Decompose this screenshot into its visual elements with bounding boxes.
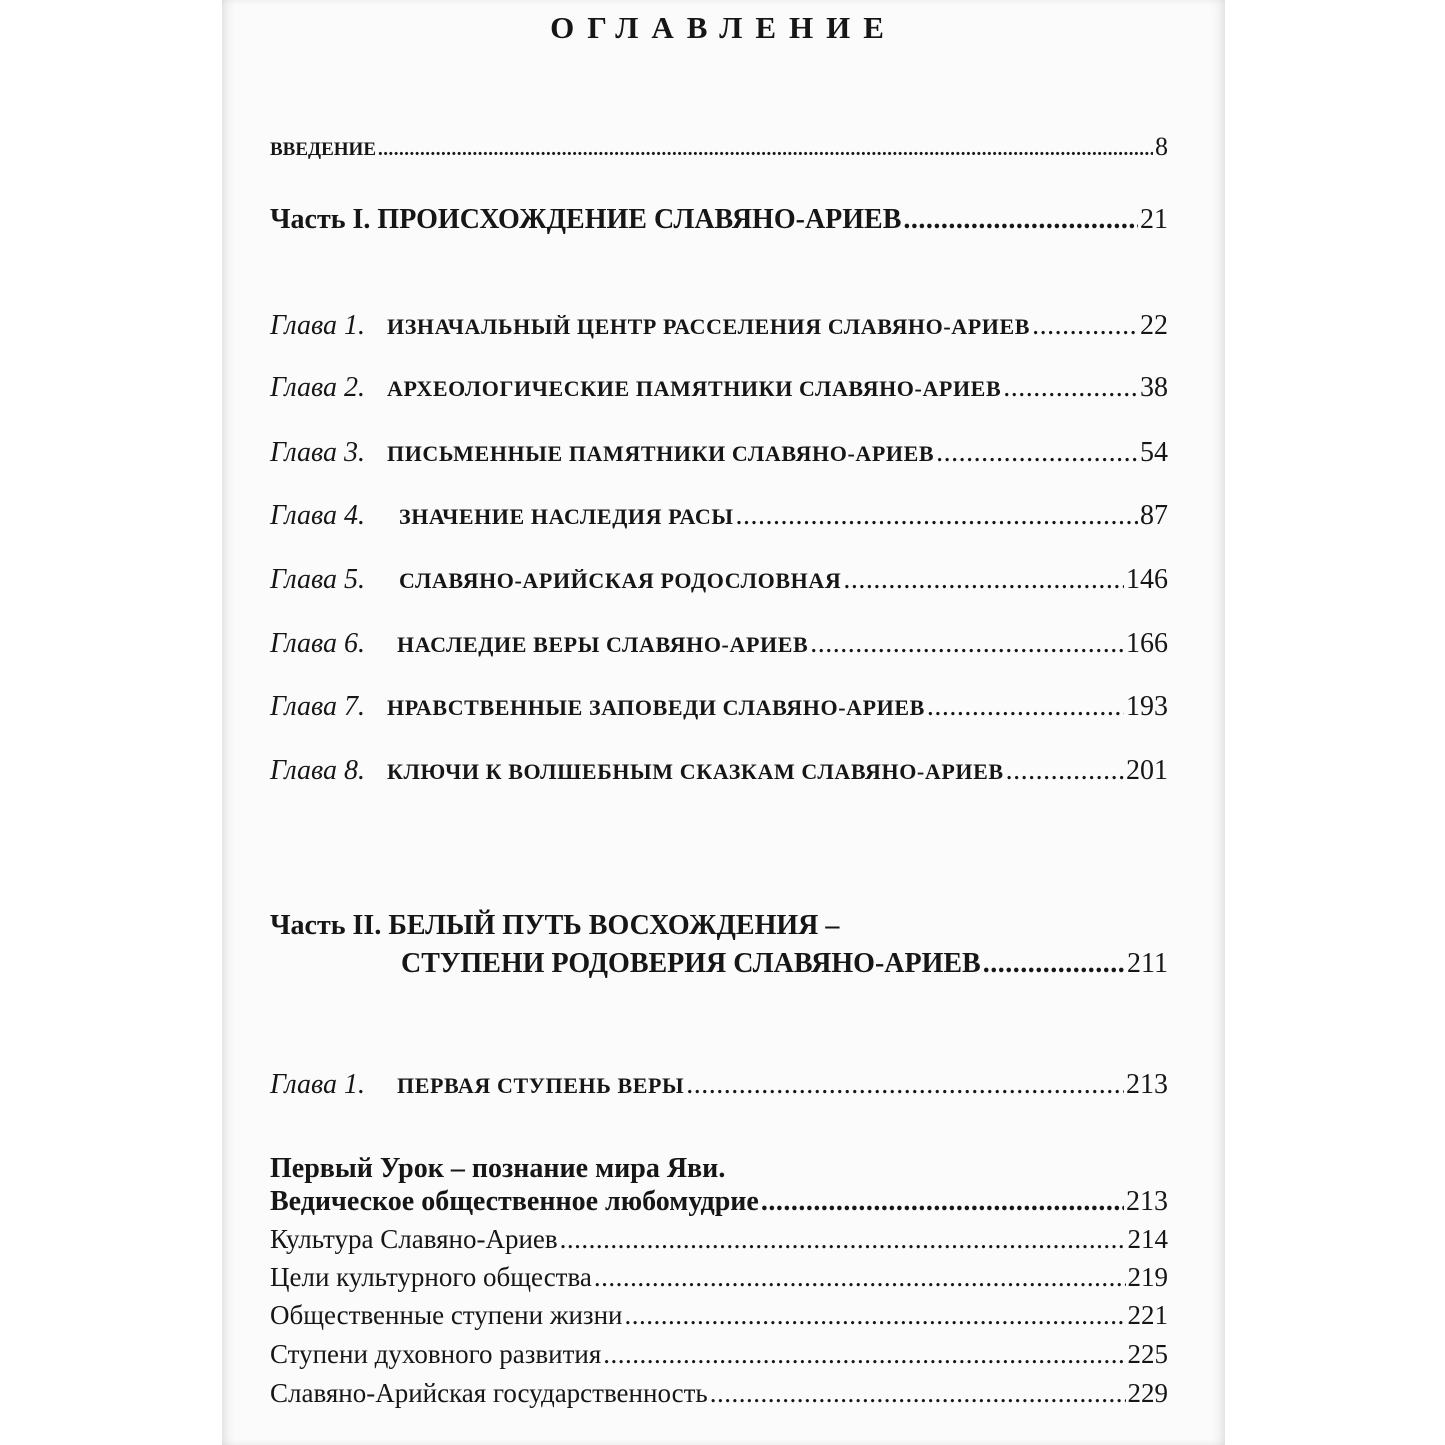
- toc-entry-title: Славяно-Арийская государственность: [270, 1378, 708, 1408]
- toc-entry-title: Общественные ступени жизни: [270, 1300, 623, 1330]
- toc-chapter: [270, 757, 1168, 785]
- toc-entry-title: СТУПЕНИ РОДОВЕРИЯ СЛАВЯНО-АРИЕВ: [401, 948, 981, 979]
- toc-entry-page: 146: [1126, 564, 1168, 595]
- toc-subsection: [270, 1302, 1168, 1329]
- toc-chapter: [270, 374, 1168, 402]
- toc-entry-page: 54: [1140, 437, 1168, 468]
- dot-leader: [1006, 757, 1124, 785]
- dot-leader: [903, 206, 1138, 234]
- toc-part-2-line1: [270, 912, 1168, 940]
- toc-entry-page: 219: [1127, 1262, 1168, 1292]
- chapter-prefix: Глава 3.: [270, 437, 365, 468]
- toc-part-1: [270, 206, 1168, 234]
- dot-leader: [1003, 374, 1138, 402]
- chapter-prefix: Глава 4.: [270, 500, 365, 531]
- toc-entry-page: 201: [1126, 755, 1168, 786]
- chapter-title: ИЗНАЧАЛЬНЫЙ ЦЕНТР РАССЕЛЕНИЯ СЛАВЯНО-АРИЕВ: [387, 314, 1031, 339]
- toc-part-2-line2: [401, 950, 1168, 978]
- toc-entry-page: 193: [1126, 691, 1168, 722]
- chapter-title: ЗНАЧЕНИЕ НАСЛЕДИЯ РАСЫ: [399, 504, 734, 529]
- dot-leader: [761, 1188, 1124, 1216]
- toc-entry-title: Первый Урок – познание мира Яви.: [270, 1153, 726, 1184]
- dot-leader: [810, 630, 1124, 658]
- dot-leader: [686, 1071, 1124, 1099]
- book-page: [222, 0, 1225, 1445]
- chapter-prefix: Глава 8.: [270, 755, 365, 786]
- toc-chapter: [270, 312, 1168, 340]
- toc-entry-page: 8: [1155, 132, 1168, 161]
- dot-leader: [378, 140, 1153, 159]
- toc-heading: ОГЛАВЛЕНИЕ: [550, 10, 897, 45]
- toc-entry-page: 213: [1126, 1186, 1168, 1217]
- toc-entry-title: Часть I. ПРОИСХОЖДЕНИЕ СЛАВЯНО-АРИЕВ: [270, 204, 902, 235]
- toc-entry-page: 221: [1127, 1300, 1168, 1330]
- chapter-title: НАСЛЕДИЕ ВЕРЫ СЛАВЯНО-АРИЕВ: [397, 632, 809, 657]
- toc-entry-page: 21: [1140, 204, 1168, 235]
- dot-leader: [843, 566, 1124, 594]
- toc-entry-page: 166: [1126, 628, 1168, 659]
- chapter-prefix: Глава 2.: [270, 372, 365, 403]
- toc-entry-page: 22: [1140, 310, 1168, 341]
- toc-entry-page: 213: [1126, 1069, 1168, 1100]
- chapter-title: АРХЕОЛОГИЧЕСКИЕ ПАМЯТНИКИ СЛАВЯНО-АРИЕВ: [387, 376, 1002, 401]
- toc-entry-page: 229: [1127, 1378, 1168, 1408]
- dot-leader: [983, 950, 1125, 978]
- toc-chapter: [270, 566, 1168, 594]
- toc-entry-title: Ведическое общественное любомудрие: [270, 1186, 759, 1217]
- chapter-title: НРАВСТВЕННЫЕ ЗАПОВЕДИ СЛАВЯНО-АРИЕВ: [387, 695, 925, 720]
- chapter-prefix: Глава 1.: [270, 310, 365, 341]
- toc-chapter: [270, 1071, 1168, 1099]
- toc-subsection: [270, 1341, 1168, 1368]
- chapter-prefix: Глава 7.: [270, 691, 365, 722]
- toc-chapter: [270, 439, 1168, 467]
- toc-entry-page: 87: [1140, 500, 1168, 531]
- dot-leader: [560, 1226, 1126, 1253]
- dot-leader: [594, 1264, 1126, 1291]
- toc-entry-page: 214: [1127, 1224, 1168, 1254]
- chapter-prefix: Глава 1.: [270, 1069, 365, 1100]
- chapter-title: СЛАВЯНО-АРИЙСКАЯ РОДОСЛОВНАЯ: [399, 568, 842, 593]
- toc-entry-page: 38: [1140, 372, 1168, 403]
- chapter-title: КЛЮЧИ К ВОЛШЕБНЫМ СКАЗКАМ СЛАВЯНО-АРИЕВ: [387, 759, 1004, 784]
- dot-leader: [736, 502, 1138, 530]
- chapter-title: ПИСЬМЕННЫЕ ПАМЯТНИКИ СЛАВЯНО-АРИЕВ: [387, 441, 935, 466]
- toc-subsection: [270, 1264, 1168, 1291]
- chapter-prefix: Глава 6.: [270, 628, 365, 659]
- toc-chapter: [270, 502, 1168, 530]
- toc-subsection: [270, 1380, 1168, 1407]
- dot-leader: [625, 1302, 1126, 1329]
- toc-chapter: [270, 630, 1168, 658]
- toc-entry-title: ВВЕДЕНИЕ: [270, 139, 376, 160]
- toc-entry-intro: [270, 134, 1168, 160]
- toc-entry-page: 225: [1127, 1339, 1168, 1369]
- dot-leader: [927, 693, 1124, 721]
- toc-lesson-line1: [270, 1155, 1168, 1183]
- toc-entry-page: 211: [1127, 948, 1168, 979]
- toc-lesson-line2: [270, 1188, 1168, 1216]
- toc-entry-title: Ступени духовного развития: [270, 1339, 602, 1369]
- dot-leader: [603, 1341, 1125, 1368]
- toc-chapter: [270, 693, 1168, 721]
- toc-entry-title: Культура Славяно-Ариев: [270, 1224, 558, 1254]
- toc-entry-title: Цели культурного общества: [270, 1262, 592, 1292]
- dot-leader: [710, 1380, 1126, 1407]
- toc-subsection: [270, 1226, 1168, 1253]
- chapter-prefix: Глава 5.: [270, 564, 365, 595]
- chapter-title: ПЕРВАЯ СТУПЕНЬ ВЕРЫ: [397, 1073, 685, 1098]
- dot-leader: [1032, 312, 1138, 340]
- toc-entry-title: Часть II. БЕЛЫЙ ПУТЬ ВОСХОЖДЕНИЯ –: [270, 910, 840, 941]
- dot-leader: [936, 439, 1138, 467]
